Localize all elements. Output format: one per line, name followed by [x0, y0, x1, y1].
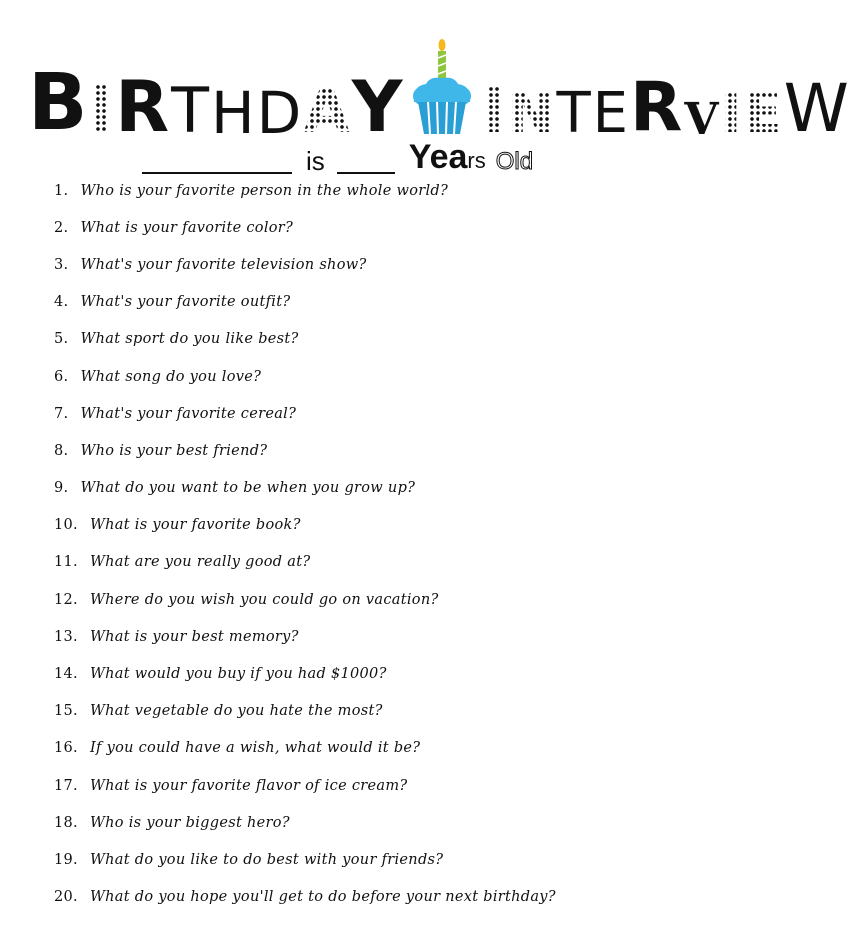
question-text: What is your best memory? — [89, 628, 299, 645]
question-text: What's your favorite outfit? — [80, 294, 291, 311]
age-blank[interactable] — [337, 150, 395, 174]
question-item — [54, 693, 714, 730]
question-number: 3. — [54, 256, 69, 273]
page-title — [28, 22, 849, 148]
question-text: What song do you love? — [80, 368, 262, 385]
title-letter: T — [171, 74, 210, 147]
question-item — [54, 246, 714, 283]
question-item — [54, 321, 714, 358]
title-letter: I — [89, 73, 114, 147]
question-text: Where do you wish you could go on vacation? — [89, 591, 439, 608]
question-item — [54, 879, 714, 916]
subtitle-old: Old — [495, 148, 534, 175]
question-item — [54, 581, 714, 618]
question-number: 17. — [54, 777, 78, 794]
question-text: What's your favorite cereal? — [80, 405, 297, 422]
question-item — [54, 432, 714, 469]
question-text: What is your favorite book? — [89, 517, 301, 534]
question-number: 9. — [54, 480, 69, 497]
question-text: What do you hope you'll get to do before your next birthday? — [89, 889, 556, 906]
question-text: What do you want to be when you grow up? — [80, 480, 416, 497]
title-letter: E — [592, 81, 629, 146]
subtitle-years-small: rs — [467, 148, 486, 173]
question-number: 15. — [54, 703, 78, 720]
title-letter: R — [630, 68, 683, 147]
title-letter: T — [556, 81, 591, 146]
question-number: 2. — [54, 219, 69, 236]
name-blank[interactable] — [142, 150, 292, 174]
question-item — [54, 470, 714, 507]
question-number: 13. — [54, 628, 78, 645]
question-item — [54, 209, 714, 246]
question-text: What is your favorite color? — [80, 219, 294, 236]
question-text: What are you really good at? — [89, 554, 311, 571]
title-word-interview — [482, 68, 849, 147]
subtitle-is: is — [306, 146, 325, 176]
title-letter: H — [211, 79, 255, 147]
question-number: 11. — [54, 554, 78, 571]
cupcake-icon — [408, 38, 476, 138]
title-letter: W — [783, 70, 849, 147]
question-number: 1. — [54, 182, 69, 199]
title-letter: D — [256, 79, 302, 147]
subtitle — [142, 138, 533, 174]
title-letter: Y — [351, 66, 403, 148]
question-number: 4. — [54, 294, 69, 311]
question-item — [54, 172, 714, 209]
question-text: What is your favorite flavor of ice cream? — [89, 777, 408, 794]
question-item — [54, 841, 714, 878]
question-item — [54, 767, 714, 804]
question-number: 14. — [54, 666, 78, 683]
question-item — [54, 655, 714, 692]
subtitle-years-old — [409, 140, 533, 174]
question-item — [54, 358, 714, 395]
question-item — [54, 804, 714, 841]
title-letter: E — [743, 81, 782, 146]
question-number: 5. — [54, 331, 69, 348]
title-letter: A — [303, 77, 350, 147]
title-letter: N — [507, 81, 555, 146]
question-item — [54, 618, 714, 655]
question-text: What would you buy if you had $1000? — [89, 666, 387, 683]
question-text: What do you like to do best with your friends? — [89, 851, 444, 868]
question-number: 19. — [54, 851, 78, 868]
question-number: 18. — [54, 814, 78, 831]
question-number: 20. — [54, 889, 78, 906]
title-letter: R — [115, 66, 170, 148]
question-text: Who is your biggest hero? — [89, 814, 290, 831]
question-item — [54, 395, 714, 432]
title-word-birthday — [28, 58, 403, 148]
question-number: 6. — [54, 368, 69, 385]
subtitle-years-big: Yea — [408, 138, 468, 176]
question-text: What vegetable do you hate the most? — [89, 703, 383, 720]
title-letter: V — [684, 94, 719, 145]
question-item — [54, 544, 714, 581]
question-number: 16. — [54, 740, 78, 757]
question-list — [54, 172, 714, 916]
title-letter: I — [482, 74, 506, 147]
title-letter: B — [28, 58, 88, 148]
question-text: If you could have a wish, what would it be? — [89, 740, 421, 757]
question-text: What's your favorite television show? — [80, 256, 367, 273]
question-item — [54, 730, 714, 767]
question-number: 10. — [54, 517, 78, 534]
question-item — [54, 284, 714, 321]
question-number: 7. — [54, 405, 69, 422]
question-text: Who is your best friend? — [80, 442, 268, 459]
question-text: What sport do you like best? — [80, 331, 299, 348]
question-item — [54, 507, 714, 544]
title-letter: I — [720, 81, 742, 146]
question-number: 8. — [54, 442, 69, 459]
question-number: 12. — [54, 591, 78, 608]
question-text: Who is your favorite person in the whole world? — [80, 182, 449, 199]
